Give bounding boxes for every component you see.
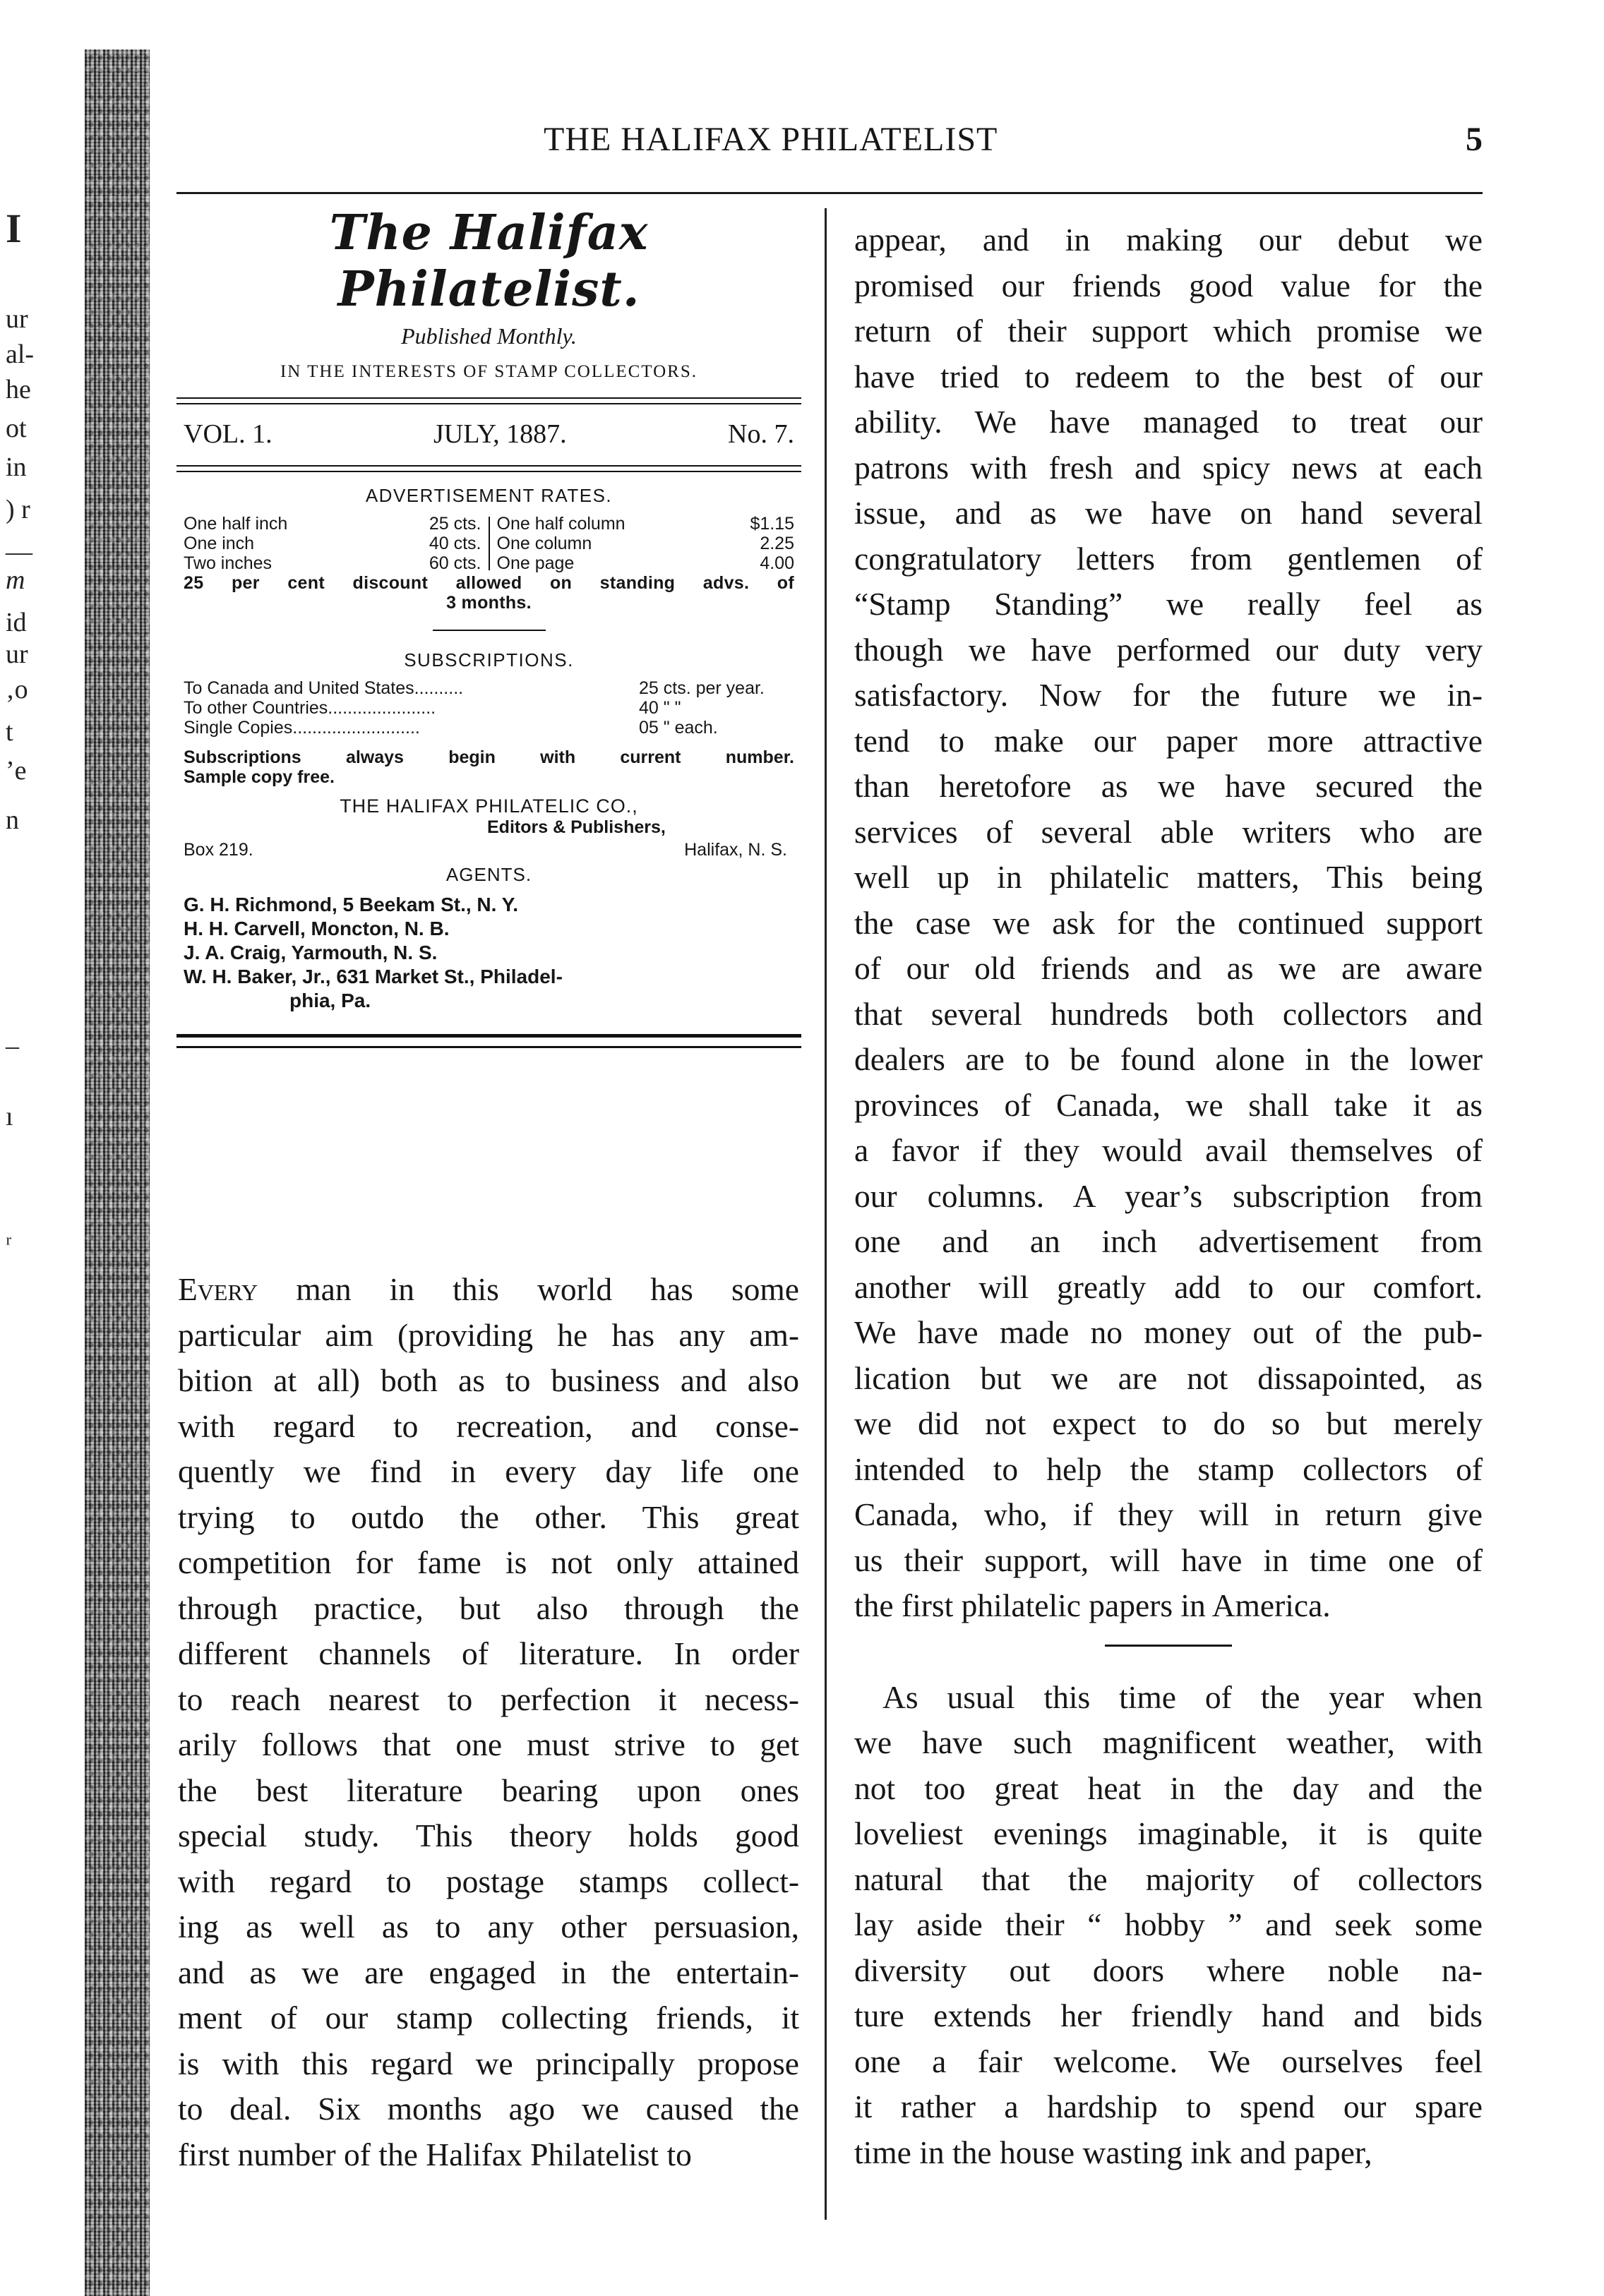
- fragment-text: ot: [6, 414, 27, 443]
- text-line: than heretofore as we have secured the: [854, 768, 1483, 804]
- fragment-text: ’e: [6, 756, 27, 786]
- subscription-row: [176, 698, 801, 718]
- binding-texture: [85, 49, 150, 2296]
- short-rule: [433, 630, 546, 631]
- agent-line: H. H. Carvell, Moncton, N. B.: [184, 918, 450, 939]
- fragment-text: in: [6, 452, 27, 482]
- text-line: the first philatelic papers in America.: [854, 1587, 1331, 1623]
- subscription-rates: [176, 678, 801, 738]
- advertisement-rates: [176, 514, 801, 573]
- text-line: diversity out doors where noble na-: [854, 1952, 1483, 1988]
- text-line: provinces of Canada, we shall take it as: [854, 1086, 1483, 1123]
- column-separator: [825, 208, 827, 2220]
- fragment-text: ur: [6, 304, 28, 334]
- masthead-interest: IN THE INTERESTS OF STAMP COLLECTORS.: [280, 362, 698, 381]
- text-line: loveliest evenings imaginable, it is quite: [854, 1815, 1483, 1851]
- article-right-paragraph-1: [854, 217, 1483, 1629]
- text-line: promised our friends good value for the: [854, 267, 1483, 303]
- fragment-text: n: [6, 805, 19, 835]
- text-line: lay aside their “ hobby ” and seek some: [854, 1906, 1483, 1942]
- text-line: tend to make our paper more attractive: [854, 722, 1483, 759]
- text-line: issue, and as we have on hand several: [854, 495, 1483, 531]
- rate-row: [497, 534, 795, 553]
- box-number: Box 219.: [184, 840, 253, 860]
- text-line: first number of the Halifax Philatelist to: [178, 2136, 692, 2172]
- text-line: different channels of literature. In order: [178, 1635, 799, 1671]
- fragment-text: he: [6, 375, 31, 404]
- text-line: one a fair welcome. We ourselves feel: [854, 2043, 1483, 2079]
- leader-dots: ..........: [414, 678, 464, 698]
- rate-label: One page: [496, 553, 575, 573]
- subscription-amount: 05 " each.: [639, 718, 718, 738]
- masthead-title: The Halifax Philatelist.: [329, 205, 649, 318]
- page-number: 5: [1466, 121, 1483, 158]
- text-line: not too great heat in the day and the: [854, 1769, 1483, 1806]
- rates-divider: [489, 517, 490, 570]
- text-line: bition at all) both as to business and also: [178, 1362, 799, 1398]
- text-line: ture extends her friendly hand and bids: [854, 1997, 1483, 2033]
- header-rule: [176, 192, 1483, 194]
- article-left-lines: [178, 1313, 799, 2178]
- text-line: particular aim (providing he has any am-: [178, 1316, 799, 1353]
- article-right-column: [854, 217, 1483, 2175]
- rate-price: 4.00: [760, 553, 794, 573]
- subscription-note-2: Sample copy free.: [184, 767, 335, 787]
- text-line: and as we are engaged in the entertain-: [178, 1954, 799, 1990]
- fragment-text: —: [6, 537, 32, 567]
- discount-note: [176, 573, 801, 613]
- text-line: to deal. Six months ago we caused the: [178, 2091, 799, 2127]
- agent-line: phia, Pa.: [289, 990, 371, 1011]
- text-line: We have made no money out of the pub-: [854, 1314, 1483, 1350]
- drop-word: Every: [178, 1271, 258, 1307]
- city: Halifax, N. S.: [684, 840, 787, 860]
- text-line: ment of our stamp collecting friends, it: [178, 2000, 799, 2036]
- fragment-text: t: [6, 717, 13, 747]
- text-line: another will greatly add to our comfort.: [854, 1268, 1483, 1305]
- rate-row: [184, 534, 481, 553]
- fragment-text: m: [6, 565, 25, 595]
- text-line: though we have performed our duty very: [854, 631, 1483, 668]
- rate-price: 25 cts.: [429, 514, 481, 534]
- rate-price: 40 cts.: [429, 534, 481, 553]
- text-line: lication but we are not dissapointed, as: [854, 1359, 1483, 1396]
- text-line: intended to help the stamp collectors of: [854, 1450, 1483, 1487]
- text-line: with regard to postage stamps collect-: [178, 1863, 799, 1899]
- leader-dots: ......................: [328, 698, 436, 718]
- subscription-note-1: Subscriptions always begin with current number.: [184, 747, 794, 767]
- subscription-row: [176, 678, 801, 698]
- masthead: [176, 205, 801, 1048]
- advertisement-heading: ADVERTISEMENT RATES.: [365, 485, 613, 506]
- text-line: arily follows that one must strive to get: [178, 1726, 799, 1762]
- masthead-frequency: Published Monthly.: [401, 323, 577, 349]
- text-line: satisfactory. Now for the future we in-: [854, 677, 1483, 713]
- text-line: congratulatory letters from gentlemen of: [854, 540, 1483, 577]
- discount-line-1: 25 per cent discount allowed on standing advs. of: [184, 573, 794, 593]
- fragment-text: I: [6, 205, 22, 251]
- agent-line: J. A. Craig, Yarmouth, N. S.: [184, 942, 438, 963]
- article-left-column: [178, 1267, 799, 2177]
- rate-row: [184, 553, 481, 573]
- text-line: is with this regard we principally propose: [178, 2045, 799, 2081]
- rate-label: One column: [496, 534, 592, 553]
- section-rule: [1105, 1645, 1232, 1647]
- double-rule: [176, 465, 801, 472]
- agents-list: [176, 893, 801, 1013]
- text-line: competition for fame is not only attained: [178, 1544, 799, 1580]
- text-line: through practice, but also through the: [178, 1589, 799, 1626]
- text-line: the best literature bearing upon ones: [178, 1772, 799, 1808]
- text-line: that several hundreds both collectors and: [854, 995, 1483, 1032]
- text-line: dealers are to be found alone in the lower: [854, 1041, 1483, 1077]
- agent-line: W. H. Baker, Jr., 631 Market St., Philadel-: [184, 966, 563, 987]
- text-line: “Stamp Standing” we really feel as: [854, 586, 1483, 622]
- text-line: ability. We have managed to treat our: [854, 404, 1483, 440]
- text-line: us their support, will have in time one of: [854, 1541, 1483, 1578]
- rates-left: [184, 514, 481, 573]
- subscription-label: Single Copies: [184, 718, 293, 738]
- text-line: a favor if they would avail themselves of: [854, 1132, 1483, 1168]
- text-line: ing as well as to any other persuasion,: [178, 1909, 799, 1945]
- rate-row: [184, 514, 481, 534]
- fragment-text: –: [6, 1031, 19, 1061]
- text-line: we did not expect to do so but merely: [854, 1405, 1483, 1441]
- text-line: with regard to recreation, and conse-: [178, 1407, 799, 1444]
- leader-dots: ..........................: [292, 718, 420, 738]
- rate-label: One inch: [184, 534, 255, 553]
- text-line: it rather a hardship to spend our spare: [854, 2088, 1483, 2124]
- text-line: the case we ask for the continued support: [854, 904, 1483, 941]
- text-line: we have such magnificent weather, with: [854, 1724, 1483, 1760]
- subscription-amount: 25 cts. per year.: [639, 678, 765, 698]
- issue-date: JULY, 1887.: [433, 419, 567, 449]
- fragment-text: al-: [6, 339, 35, 369]
- fragment-text: ‚o: [6, 675, 28, 704]
- discount-line-2: 3 months.: [446, 593, 532, 613]
- text-line: natural that the majority of collectors: [854, 1861, 1483, 1897]
- rate-label: Two inches: [184, 553, 273, 573]
- subscription-notes: [176, 747, 801, 787]
- article-right-paragraph-2: [854, 1675, 1483, 2176]
- text-line: of our old friends and as we are aware: [854, 950, 1483, 986]
- rate-price: $1.15: [750, 514, 794, 534]
- fragment-text: ur: [6, 639, 28, 669]
- subscription-label: To other Countries: [184, 698, 328, 718]
- text-line: appear, and in making our debut we: [854, 222, 1483, 258]
- text-line: services of several able writers who are: [854, 813, 1483, 850]
- publisher-name: THE HALIFAX PHILATELIC CO.,: [340, 795, 638, 817]
- subscriptions-heading: SUBSCRIPTIONS.: [404, 649, 574, 671]
- text-line: to reach nearest to perfection it necess-: [178, 1681, 799, 1717]
- running-title: THE HALIFAX PHILATELIST: [544, 121, 998, 158]
- fragment-text: ʳ: [6, 1229, 12, 1258]
- text-line: quently we find in every day life one: [178, 1453, 799, 1489]
- rate-row: [497, 514, 795, 534]
- text-line: one and an inch advertisement from: [854, 1223, 1483, 1259]
- text-line: well up in philatelic matters, This being: [854, 859, 1483, 895]
- text-line: Canada, who, if they will in return give: [854, 1496, 1483, 1532]
- rate-price: 2.25: [760, 534, 794, 553]
- subscription-label: To Canada and United States: [184, 678, 414, 698]
- fragment-text: ) r: [6, 495, 30, 524]
- agents-heading: AGENTS.: [445, 864, 532, 885]
- agent-line: G. H. Richmond, 5 Beekam St., N. Y.: [184, 894, 519, 915]
- rate-row: [497, 553, 795, 573]
- volume: VOL. 1.: [184, 419, 273, 449]
- text-line: trying to outdo the other. This great: [178, 1498, 799, 1535]
- rate-label: One half column: [496, 514, 626, 534]
- editors-line: Editors & Publishers,: [487, 817, 666, 837]
- double-rule: [176, 397, 801, 404]
- fragment-text: ı: [6, 1102, 13, 1131]
- text-line: patrons with fresh and spicy news at each: [854, 449, 1483, 486]
- text-line: As usual this time of the year when: [882, 1678, 1483, 1715]
- running-header: [169, 120, 1483, 169]
- address-line: [176, 837, 801, 860]
- subscription-row: [176, 718, 801, 738]
- text-line: time in the house wasting ink and paper,: [854, 2134, 1372, 2170]
- rate-label: One half inch: [184, 514, 288, 534]
- text-line: Every man in this world has some: [178, 1271, 799, 1307]
- text-line: our columns. A year’s subscription from: [854, 1177, 1483, 1214]
- fragment-text: id: [6, 608, 27, 637]
- masthead-bottom-rule: [176, 1034, 801, 1048]
- rate-price: 60 cts.: [429, 553, 481, 573]
- issue-number: No. 7.: [728, 419, 794, 449]
- text-line: have tried to redeem to the best of our: [854, 358, 1483, 395]
- subscription-amount: 40 " ": [639, 698, 681, 718]
- rates-right: [497, 514, 795, 573]
- text-line: return of their support which promise we: [854, 313, 1483, 349]
- text-line: special study. This theory holds good: [178, 1817, 799, 1853]
- issue-line: [176, 404, 801, 465]
